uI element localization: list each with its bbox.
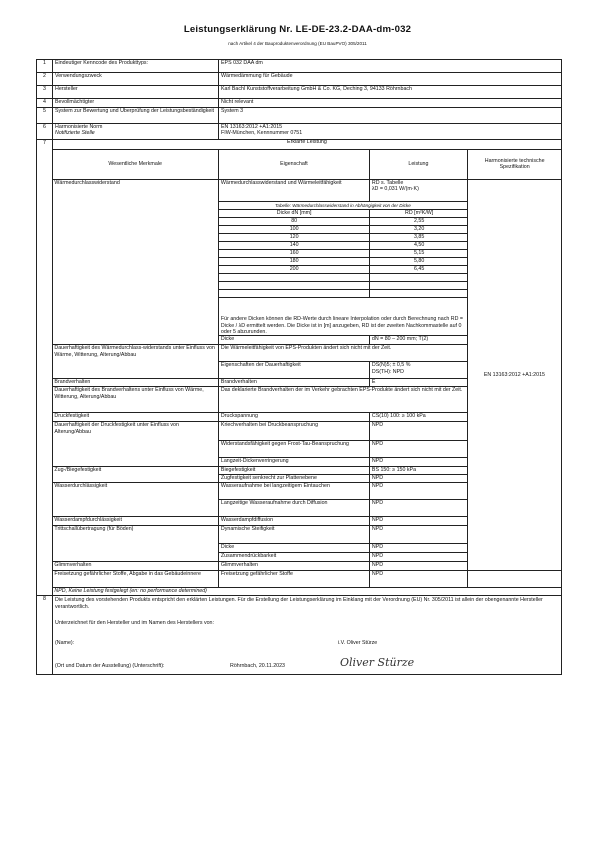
row-label (53, 124, 219, 140)
signed-on-behalf: Unterzeichnet für den Hersteller und im Namen des Herstellers von: (55, 620, 214, 627)
property-name: Langzeit-Dickenverringerung (218, 458, 369, 467)
rd-table-header-rd: RD [m²K/W] (370, 209, 468, 217)
performance-section (53, 140, 562, 596)
property-name: Freisetzung gefährlicher Stoffe (218, 571, 369, 588)
property-name: Brandverhalten (218, 379, 369, 387)
performance-value: NPD (369, 571, 467, 588)
property-statement: Das deklarierte Brandverhalten der im Verkehr gebrachten EPS-Produkte ändert sich nicht mit der Zeit. (218, 387, 467, 413)
property-name: Biegefestigkeit (218, 467, 369, 475)
interpolation-note: Für andere Dicken können die RD-Werte durch lineare Interpolation oder durch Berechnung nach RD = Dicke / λD ermittelt werden. Die Dicke ist in [m] anzugeben, RD ist der zweiten Nachkommastelle auf 0 oder 5 abzurunden. (219, 297, 468, 335)
row-value: Nicht relevant (219, 99, 562, 108)
characteristic-name: Wasserdurchlässigkeit (52, 483, 218, 517)
row-label: Verwendungszweck (53, 73, 219, 86)
npd-note: NPD, Keine Leistung festgelegt (en: no performance determined) (52, 588, 561, 596)
row-label: Bevollmächtigter (53, 99, 219, 108)
rd-table-empty-cell (370, 289, 468, 297)
performance-value: BS 150: ≥ 150 kPa (369, 467, 467, 475)
rd-table-value: 3,20 (370, 225, 468, 233)
rd-table-thickness: 120 (219, 233, 370, 241)
row-label: Eindeutiger Kenncode des Produkttyps: (53, 60, 219, 73)
rd-table-value: 3,85 (370, 233, 468, 241)
col-header-characteristics: Wesentliche Merkmale (52, 149, 218, 179)
characteristic-name: Glimmverhalten (52, 562, 218, 571)
property-name: Wasseraufnahme bei langzeitigem Eintauchen (218, 483, 369, 500)
row-number: 3 (37, 86, 53, 99)
performance-value: NPD (369, 483, 467, 500)
performance-value: NPD (369, 475, 467, 483)
property-name: Dicke (218, 336, 369, 345)
rd-table-empty-cell (219, 289, 370, 297)
name-label: (Name): (55, 639, 75, 646)
row-label: Hersteller (53, 86, 219, 99)
performance-value: NPD (369, 500, 467, 517)
property-name: Dicke (218, 544, 369, 553)
row-number: 5 (37, 108, 53, 124)
characteristic-name: Zug-/Biegefestigkeit (52, 467, 218, 483)
rd-table-thickness: 200 (219, 265, 370, 273)
declaration-table (36, 59, 562, 675)
property-name: Widerstandsfähigkeit gegen Frost-Tau-Beanspruchung (218, 441, 369, 458)
row-value (219, 124, 562, 140)
rd-table-empty-cell (370, 281, 468, 289)
col-header-performance: Leistung (369, 149, 467, 179)
row-number: 4 (37, 99, 53, 108)
lambda-value: λD = 0,031 W/(m·K) (371, 186, 419, 193)
property-name: Druckspannung (218, 413, 369, 422)
property-name: Glimmverhalten (218, 562, 369, 571)
property-name: Langzeitige Wasseraufnahme durch Diffusion (218, 500, 369, 517)
signatory-name: i.V. Oliver Stürze (338, 639, 378, 646)
row-number: 1 (37, 60, 53, 73)
row-value: System 3 (219, 108, 562, 124)
characteristic-name: Trittschallübertragung (für Böden) (52, 526, 218, 562)
property-name: Eigenschaften der Dauerhaftigkeit (218, 362, 369, 379)
row-number: 7 (37, 140, 53, 596)
rd-table-empty-cell (370, 273, 468, 281)
durability-value: DS(TH): NPD (371, 368, 404, 375)
declaration-section (53, 596, 562, 674)
characteristic-name: Dauerhaftigkeit des Brandverhaltens unter Einfluss von Wärme, Witterung, Alterung/Abbau (52, 387, 218, 413)
performance-value: NPD (369, 562, 467, 571)
harmonised-standard-label: Harmonisierte Norm (55, 124, 103, 130)
rd-table-caption: Tabelle: Wärmedurchlasswiderstand in Abhängigkeit von der Dicke (275, 202, 411, 208)
property-name: Zugfestigkeit senkrecht zur Plattenebene (218, 475, 369, 483)
property-statement: Die Wärmeleitfähigkeit von EPS-Produkten ändert sich nicht mit der Zeit. (218, 345, 467, 362)
rd-table-value: 5,15 (370, 249, 468, 257)
rd-table-cell (218, 201, 467, 336)
rd-table-thickness: 180 (219, 257, 370, 265)
row-value: Karl Bachl Kunststoffverarbeitung GmbH & Co. KG, Deching 3, 94133 Röhrnbach (219, 86, 562, 99)
notified-body-label: Notifizierte Stelle (55, 130, 95, 137)
property-name: Kriechverhalten bei Druckbeanspruchung (218, 422, 369, 441)
performance-value (369, 179, 467, 201)
performance-value: NPD (369, 526, 467, 544)
characteristic-name: Dauerhaftigkeit der Druckfestigkeit unter Einfluss von Alterung/Abbau (52, 422, 218, 467)
rd-table-thickness: 140 (219, 241, 370, 249)
characteristic-name: Wasserdampfdurchlässigkeit (52, 517, 218, 526)
property-name: Wärmedurchlasswiderstand und Wärmeleitfähigkeit (218, 179, 369, 201)
place-date-value: Röhrnbach, 20.11.2023 (230, 662, 285, 669)
characteristic-name: Druckfestigkeit (52, 413, 218, 422)
harmonised-specification: EN 13163:2012 +A1:2015 (467, 179, 561, 571)
performance-value: NPD (369, 441, 467, 458)
signature-image: Oliver Stürze (340, 655, 415, 669)
performance-value: NPD (369, 544, 467, 553)
rd-table-value: 4,50 (370, 241, 468, 249)
rd-table-header-thickness: Dicke dN [mm] (219, 209, 370, 217)
name-line (55, 640, 559, 648)
rd-table-thickness: 80 (219, 217, 370, 225)
rd-table-value: 6,45 (370, 265, 468, 273)
rd-table (219, 209, 468, 336)
place-date-label: (Ort und Datum der Ausstellung) (Unterschrift): (55, 662, 165, 669)
characteristic-name: Brandverhalten (52, 379, 218, 387)
row-value: Wärmedämmung für Gebäude (219, 73, 562, 86)
rd-table-value: 2,55 (370, 217, 468, 225)
performance-value: NPD (369, 458, 467, 467)
performance-value: dN = 80 – 200 mm; T(2) (369, 336, 467, 345)
performance-value: NPD (369, 553, 467, 562)
property-name: Zusammendrückbarkeit (218, 553, 369, 562)
declaration-text: Die Leistung des vorstehenden Produkts entspricht den erklärten Leistungen. Für die Erstellung der Leistungserklärung im Einklang mit der Verordnung (EU) Nr. 305/2011 ist allein der obengenannte Hersteller verantwortlich. (55, 597, 543, 610)
row-value: EPS 032 DAA dm (219, 60, 562, 73)
row-number: 2 (37, 73, 53, 86)
specification-empty-cell (467, 571, 561, 588)
performance-value: E (369, 379, 467, 387)
property-name: Wasserdampfdiffusion (218, 517, 369, 526)
performance-value: NPD (369, 517, 467, 526)
durability-value: DS(N)5; ± 0,5 % (371, 362, 411, 369)
row-number: 8 (37, 596, 53, 674)
col-header-property: Eigenschaft (218, 149, 369, 179)
row-number: 6 (37, 124, 53, 140)
place-date-line (55, 655, 559, 672)
rd-reference: RD s. Tabelle (371, 179, 404, 186)
rd-table-empty-cell (219, 273, 370, 281)
rd-table-thickness: 160 (219, 249, 370, 257)
col-header-specification: Harmonisierte technische Spezifikation (467, 149, 561, 179)
document-subtitle: nach Artikel 4 der Bauproduktenverordnung (EU BauPVO) 305/2011 (228, 41, 367, 46)
document-title: Leistungserklärung Nr. LE-DE-23.2-DAA-dm-032 (183, 24, 412, 35)
notified-body-value: FIW-München, Kennnummer 0751 (221, 130, 303, 137)
performance-value: CS(10) 100: ≥ 100 kPa (369, 413, 467, 422)
characteristic-name: Freisetzung gefährlicher Stoffe, Abgabe in das Gebäudeinnere (52, 571, 218, 588)
rd-table-empty-cell (219, 281, 370, 289)
row-label: System zur Bewertung und Überprüfung der Leistungsbeständigkeit (53, 108, 219, 124)
performance-table (52, 139, 561, 596)
characteristic-name: Dauerhaftigkeit des Wärmedurchlass-widerstands unter Einfluss von Wärme, Witterung, Alterung/Abbau (52, 345, 218, 379)
performance-value: NPD (369, 422, 467, 441)
harmonised-standard-value: EN 13163:2012 +A1:2015 (221, 124, 283, 130)
property-name: Dynamische Steifigkeit (218, 526, 369, 544)
rd-table-value: 5,80 (370, 257, 468, 265)
performance-header: Erklärte Leistung (52, 139, 561, 149)
rd-table-thickness: 100 (219, 225, 370, 233)
characteristic-name: Wärmedurchlasswiderstand (52, 179, 218, 345)
performance-value (369, 362, 467, 379)
